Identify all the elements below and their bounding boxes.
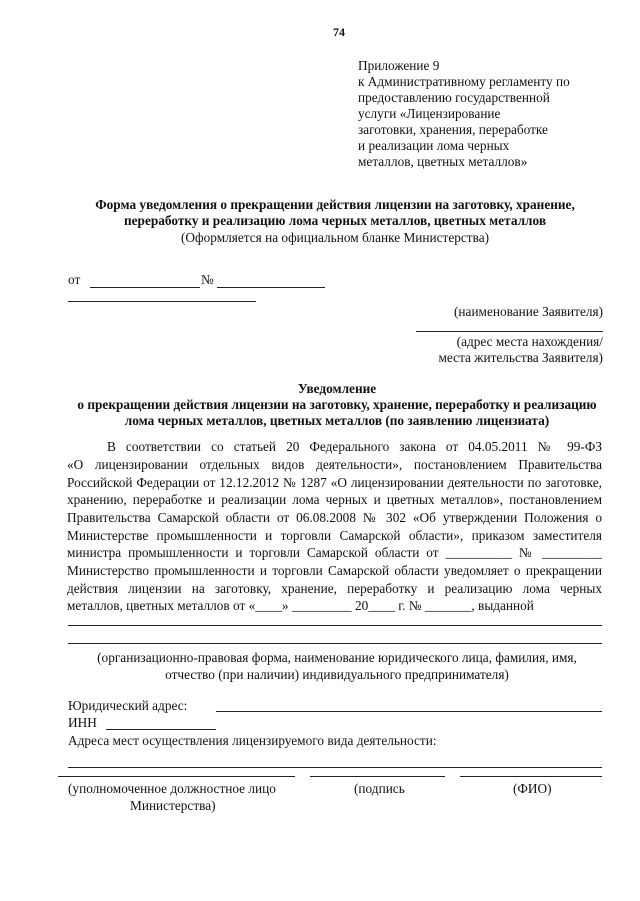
body-line: Министерстве промышленности и торговли Самарской области», приказом заместителя — [67, 528, 602, 543]
appendix-line: предоставлению государственной — [358, 90, 550, 105]
body-line: министра промышленности и торговли Самарской области от __________ № _________ — [67, 545, 602, 560]
address-caption-line: (адрес места нахождения/ — [456, 334, 603, 349]
activity-addresses-label: Адреса мест осуществления лицензируемого вида деятельности: — [68, 733, 437, 748]
body-line: Правительства Самарской области от 06.08.2008 № 302 «Об утверждении Положения о — [67, 510, 602, 525]
body-line: Министерство промышленности и торговли Самарской области уведомляет о прекращении — [67, 563, 602, 578]
licensee-field-line[interactable] — [68, 643, 602, 644]
org-caption-line: (организационно-правовая форма, наименование юридического лица, фамилия, имя, — [97, 650, 577, 665]
form-title-line: переработку и реализацию лома черных металлов, цветных металлов — [123, 213, 546, 228]
form-title-note: (Оформляется на официальном бланке Министерства) — [180, 230, 490, 245]
number-label: № — [201, 272, 214, 287]
official-caption: Министерства) — [130, 798, 216, 813]
signature-line[interactable] — [310, 776, 445, 777]
signature-caption: (подпись — [354, 781, 405, 796]
number-field-line[interactable] — [217, 287, 325, 288]
form-title-line: Форма уведомления о прекращении действия лицензии на заготовку, хранение, — [95, 197, 575, 212]
address-field-line[interactable] — [416, 331, 603, 332]
from-label: от — [68, 272, 81, 287]
fio-caption: (ФИО) — [513, 781, 552, 796]
body-line: хранению, переработке и реализации лома черных и цветных металлов», постановлением — [67, 492, 602, 507]
legal-address-line[interactable] — [216, 711, 602, 712]
appendix-line: Приложение 9 — [358, 58, 440, 73]
licensee-field-line[interactable] — [68, 625, 602, 626]
official-line[interactable] — [58, 776, 295, 777]
applicant-name-caption: (наименование Заявителя) — [454, 304, 604, 319]
body-line: действия лицензии на заготовку, хранение, переработку и реализацию лома черных — [67, 581, 602, 596]
date-field-line[interactable] — [90, 287, 200, 288]
appendix-line: к Административному регламенту по — [358, 74, 570, 89]
official-caption: (уполномоченное должностное лицо — [68, 781, 276, 796]
appendix-line: и реализации лома черных — [358, 138, 510, 153]
org-caption-line: отчество (при наличии) индивидуального предпринимателя) — [165, 667, 509, 682]
body-line: «О лицензировании отдельных видов деятельности», постановлением Правительства — [67, 457, 602, 472]
legal-address-label: Юридический адрес: — [68, 698, 188, 713]
body-line: металлов, цветных металлов от «____» _________ 20____ г. № _______, выданной — [67, 598, 534, 613]
notice-subtitle-line: о прекращении действия лицензии на заготовку, хранение, переработку и реализацию — [77, 397, 597, 412]
notice-subtitle-line: лома черных металлов, цветных металлов (по заявлению лицензиата) — [124, 413, 550, 428]
notice-title: Уведомление — [297, 381, 377, 396]
inn-label: ИНН — [68, 715, 97, 730]
body-line: В соответствии со статьей 20 Федерального закона от 04.05.2011 № 99-ФЗ — [107, 439, 602, 454]
appendix-line: заготовки, хранения, переработке — [358, 122, 548, 137]
fio-line[interactable] — [460, 776, 602, 777]
activity-address-line[interactable] — [68, 767, 602, 768]
page-number: 74 — [333, 25, 345, 39]
extra-field-line[interactable] — [68, 301, 256, 302]
appendix-line: металлов, цветных металлов» — [358, 154, 528, 169]
appendix-line: услуги «Лицензирование — [358, 106, 501, 121]
address-caption-line: места жительства Заявителя) — [438, 350, 603, 365]
body-line: Российской Федерации от 12.12.2012 № 1287 «О лицензировании деятельности по заготовке, — [67, 475, 602, 490]
inn-line[interactable] — [106, 729, 216, 730]
